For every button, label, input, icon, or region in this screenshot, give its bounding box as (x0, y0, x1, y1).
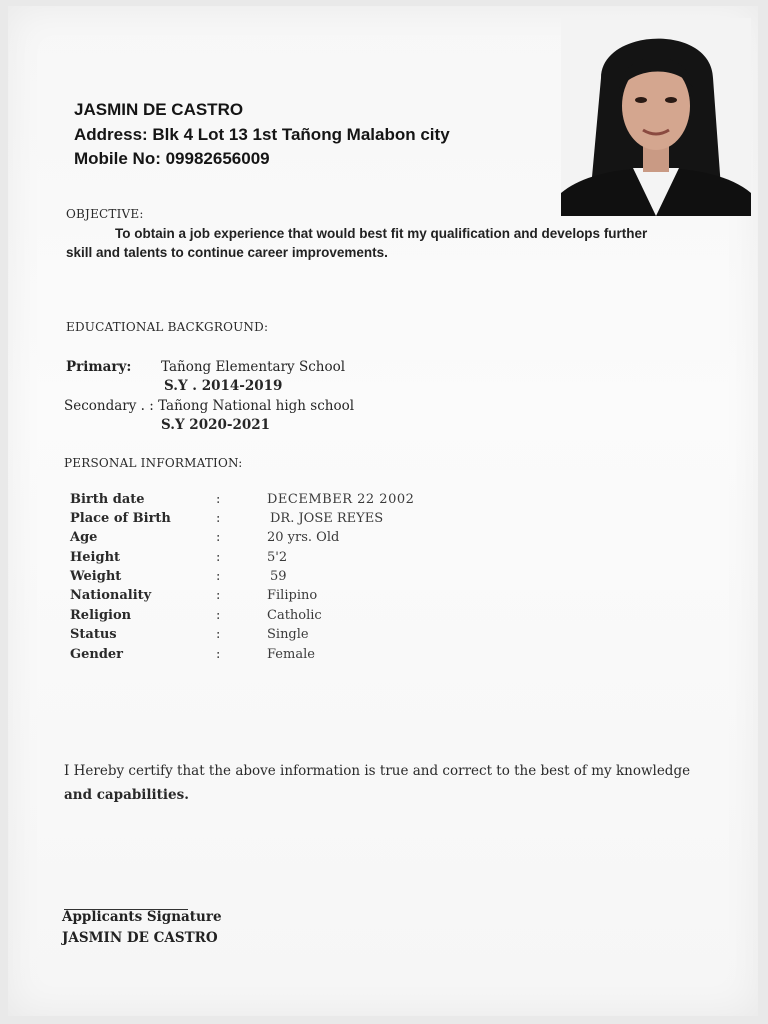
primary-school-year: S.Y . 2014-2019 (164, 378, 283, 394)
pi-value-status: Single (267, 627, 309, 642)
pi-colon: : (216, 550, 221, 565)
resume-page (8, 6, 758, 1016)
objective-heading: OBJECTIVE: (66, 207, 144, 221)
pi-label: Gender (70, 647, 124, 662)
pi-colon: : (216, 492, 221, 507)
pi-label: Weight (70, 569, 122, 584)
primary-label: Primary: (66, 359, 132, 375)
pi-label: Nationality (70, 588, 152, 603)
address-line: Address: Blk 4 Lot 13 1st Tañong Malabon city (74, 125, 450, 144)
personal-heading: PERSONAL INFORMATION: (64, 456, 243, 470)
pi-colon: : (216, 511, 221, 526)
pi-colon: : (216, 647, 221, 662)
pi-value-gender: Female (267, 647, 315, 662)
pi-value-weight: 59 (270, 569, 287, 584)
applicant-photo (561, 18, 751, 216)
signature-name: JASMIN DE CASTRO (62, 930, 218, 946)
objective-line-1: To obtain a job experience that would best fit my qualification and develops further (115, 226, 648, 241)
pi-value-nationality: Filipino (267, 588, 318, 603)
pi-colon: : (216, 608, 221, 623)
pi-label: Status (70, 627, 117, 642)
certification-line-1: I Hereby certify that the above information is true and correct to the best of my knowledge (64, 763, 691, 779)
pi-value-place-of-birth: DR. JOSE REYES (270, 511, 384, 526)
pi-colon: : (216, 627, 221, 642)
pi-label: Height (70, 550, 121, 565)
certification-line-2: and capabilities. (64, 787, 189, 803)
pi-colon: : (216, 569, 221, 584)
pi-colon: : (216, 588, 221, 603)
pi-value-height: 5'2 (267, 550, 288, 565)
pi-label: Birth date (70, 492, 145, 507)
pi-colon: : (216, 530, 221, 545)
primary-school: Tañong Elementary School (161, 359, 346, 375)
applicant-name: JASMIN DE CASTRO (74, 100, 244, 119)
secondary-line: Secondary . : Tañong National high school (64, 398, 355, 414)
applicant-photo-portrait (561, 18, 751, 216)
pi-value-birth-date: DECEMBER 22 2002 (267, 492, 415, 507)
pi-label: Place of Birth (70, 511, 171, 526)
mobile-line: Mobile No: 09982656009 (74, 149, 270, 168)
pi-value-religion: Catholic (267, 608, 322, 623)
secondary-school-year: S.Y 2020-2021 (161, 417, 271, 433)
objective-line-2: skill and talents to continue career improvements. (66, 245, 388, 260)
pi-label: Age (70, 530, 98, 545)
signature-title: Applicants Signature (62, 909, 222, 925)
pi-label: Religion (70, 608, 132, 623)
pi-value-age: 20 yrs. Old (267, 530, 340, 545)
education-heading: EDUCATIONAL BACKGROUND: (66, 320, 269, 334)
